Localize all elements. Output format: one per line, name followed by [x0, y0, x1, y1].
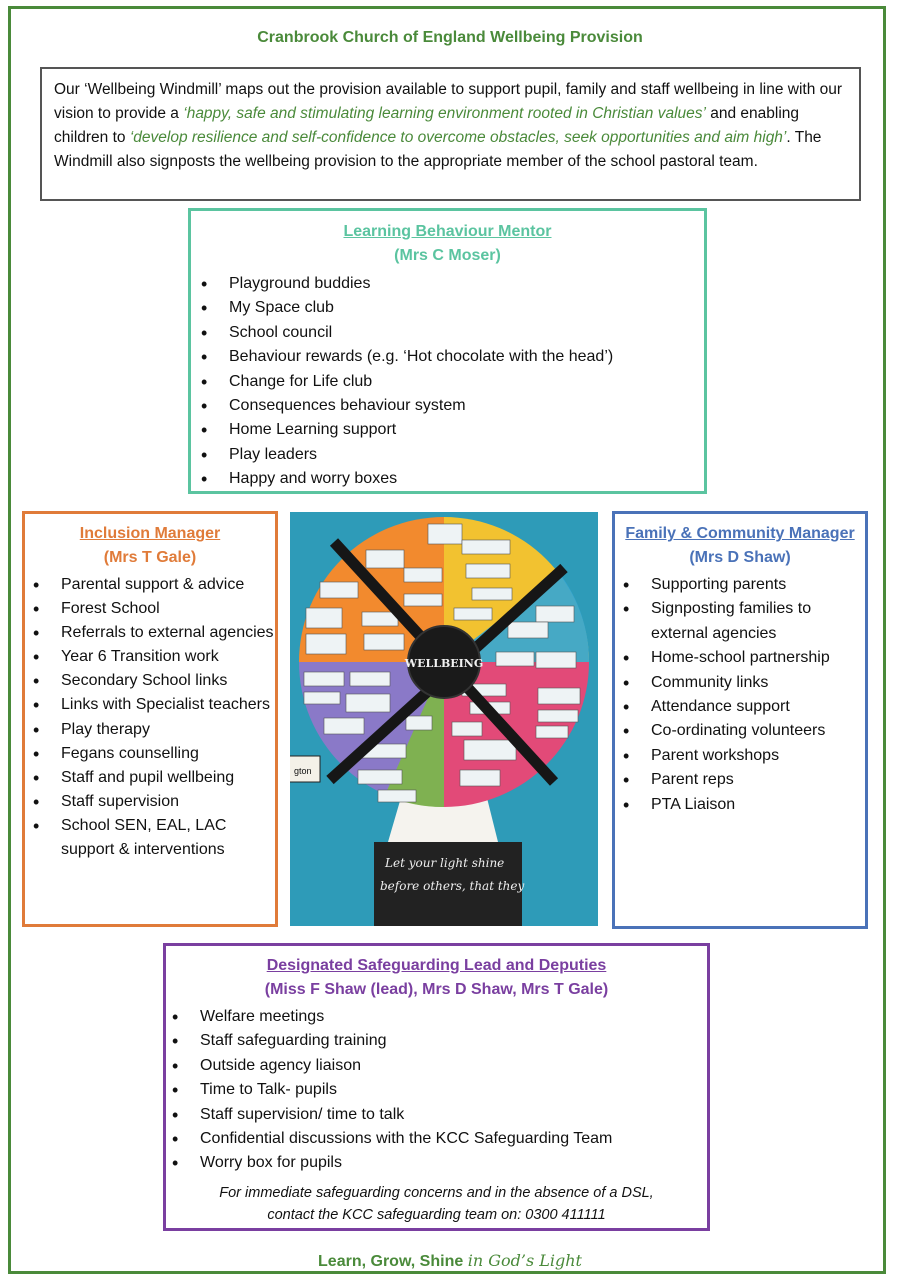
inclusion-manager-box — [22, 511, 278, 927]
windmill-illustration — [290, 512, 598, 926]
motto-bold: Learn, Grow, Shine — [318, 1253, 464, 1270]
list-item: • Home-school partnership — [651, 646, 865, 670]
list-item: • Parental support & advice — [61, 573, 275, 597]
list-item: • Consequences behaviour system — [229, 394, 704, 418]
family-manager-box — [612, 511, 868, 929]
list-item: • Welfare meetings — [200, 1005, 707, 1029]
list-item: • Staff supervision — [61, 790, 275, 814]
family-manager-heading: Family & Community Manager — [625, 525, 855, 542]
wellbeing-windmill-photo — [290, 512, 598, 926]
list-item: • Referrals to external agencies — [61, 621, 275, 645]
list-item: • Fegans counselling — [61, 742, 275, 766]
list-item: • My Space club — [229, 296, 704, 320]
safeguarding-people: (Miss F Shaw (lead), Mrs D Shaw, Mrs T Gale) — [264, 981, 609, 998]
intro-text-1: Our ‘Wellbeing Windmill’ maps out the provision available to support pupil, family and staff wellbeing in line with our vision to provide a — [54, 81, 843, 122]
chalkboard-line-2: before others, that they — [380, 879, 525, 893]
list-item: • Supporting parents — [651, 573, 865, 597]
safeguarding-heading: Designated Safeguarding Lead and Deputies — [266, 957, 607, 974]
list-item: • Year 6 Transition work — [61, 645, 275, 669]
inclusion-manager-heading: Inclusion Manager — [79, 525, 221, 542]
list-item: • Outside agency liaison — [200, 1054, 707, 1078]
motto-script: in God’s Light — [467, 1251, 582, 1270]
list-item: • Staff and pupil wellbeing — [61, 766, 275, 790]
note-line-2: contact the KCC safeguarding team on: 0300 411111 — [267, 1206, 606, 1223]
learning-mentor-list — [191, 272, 704, 492]
intro-quote-2: ‘develop resilience and self-confidence to overcome obstacles, seek opportunities and aim high’ — [129, 129, 787, 146]
footer-motto — [0, 1251, 900, 1271]
intro-text-2: and enabling children to — [54, 105, 800, 146]
list-item: • Time to Talk- pupils — [200, 1078, 707, 1102]
list-item: • Community links — [651, 671, 865, 695]
learning-mentor-heading: Learning Behaviour Mentor — [343, 223, 552, 240]
list-item: • Happy and worry boxes — [229, 467, 704, 491]
family-manager-person: (Mrs D Shaw) — [689, 549, 791, 566]
learning-mentor-box — [188, 208, 707, 494]
list-item: • Signposting families to external agencies — [651, 597, 865, 646]
list-item: • Play leaders — [229, 443, 704, 467]
list-item: • Co-ordinating volunteers — [651, 719, 865, 743]
safeguarding-contact-note — [166, 1182, 707, 1226]
list-item: • Play therapy — [61, 718, 275, 742]
list-item: • Behaviour rewards (e.g. ‘Hot chocolate with the head’) — [229, 345, 704, 369]
list-item: • Secondary School links — [61, 669, 275, 693]
list-item: • Staff supervision/ time to talk — [200, 1103, 707, 1127]
intro-box — [40, 67, 861, 201]
list-item: • Parent workshops — [651, 744, 865, 768]
hub-label: WELLBEING — [404, 657, 484, 670]
list-item: • School SEN, EAL, LAC support & interventions — [61, 814, 275, 862]
list-item: • Attendance support — [651, 695, 865, 719]
page-title: Cranbrook Church of England Wellbeing Provision — [257, 29, 643, 46]
inclusion-manager-list — [25, 573, 275, 862]
list-item: • Change for Life club — [229, 370, 704, 394]
safeguarding-box — [163, 943, 710, 1231]
note-line-1: For immediate safeguarding concerns and in the absence of a DSL, — [219, 1184, 654, 1201]
list-item: • Forest School — [61, 597, 275, 621]
list-item: • Playground buddies — [229, 272, 704, 296]
safeguarding-list — [166, 1005, 707, 1176]
list-item: • PTA Liaison — [651, 793, 865, 817]
learning-mentor-person: (Mrs C Moser) — [394, 247, 501, 264]
list-item: • Home Learning support — [229, 418, 704, 442]
intro-text-3: . The Windmill also signposts the wellbeing provision to the appropriate member of the school pastoral team. — [54, 129, 822, 170]
inclusion-manager-person: (Mrs T Gale) — [103, 549, 197, 566]
list-item: • Parent reps — [651, 768, 865, 792]
list-item: • Confidential discussions with the KCC Safeguarding Team — [200, 1127, 707, 1151]
family-manager-list — [615, 573, 865, 817]
side-tag-text: gton — [294, 766, 312, 776]
list-item: • Worry box for pupils — [200, 1151, 707, 1175]
list-item: • School council — [229, 321, 704, 345]
list-item: • Staff safeguarding training — [200, 1029, 707, 1053]
list-item: • Links with Specialist teachers — [61, 693, 275, 717]
chalkboard-line-1: Let your light shine — [385, 856, 505, 870]
intro-quote-1: ‘happy, safe and stimulating learning environment rooted in Christian values’ — [183, 105, 706, 122]
